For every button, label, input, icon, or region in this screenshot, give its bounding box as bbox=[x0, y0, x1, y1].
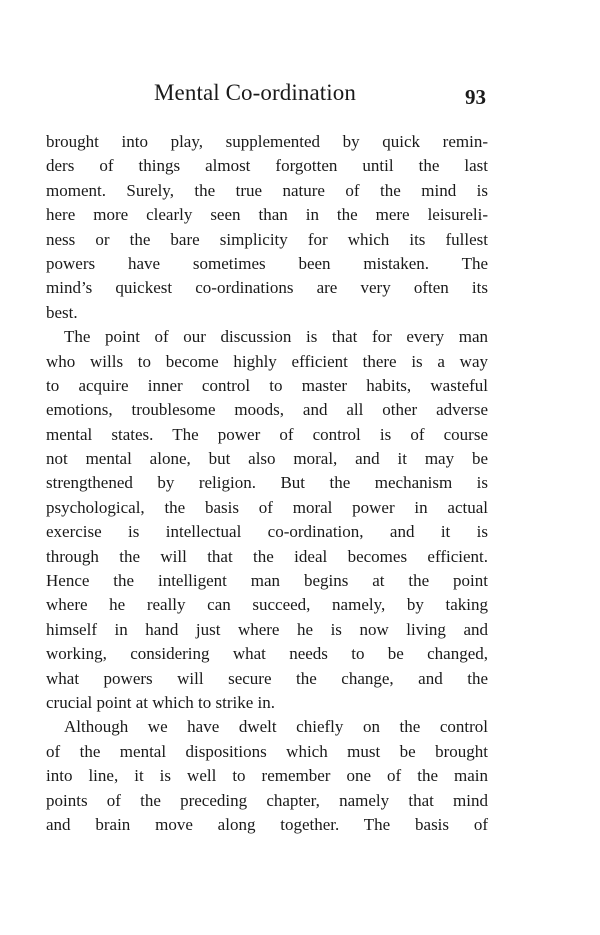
text-line: Hence the intelligent man begins at the point bbox=[46, 571, 488, 591]
text-line: mental states. The power of control is of course bbox=[46, 424, 488, 444]
text-line: crucial point at which to strike in. bbox=[46, 692, 275, 712]
body-text bbox=[46, 130, 488, 837]
text-line: through the will that the ideal becomes efficient. bbox=[46, 546, 488, 566]
paragraph-1 bbox=[46, 130, 488, 325]
paragraph-2 bbox=[46, 325, 488, 715]
text-line: here more clearly seen than in the mere leisureli- bbox=[46, 205, 488, 225]
text-line: who wills to become highly efficient there is a way bbox=[46, 351, 488, 371]
text-line: strengthened by religion. But the mechanism is bbox=[46, 473, 488, 493]
text-line: and brain move along together. The basis of bbox=[46, 814, 488, 834]
paragraph-3 bbox=[46, 715, 488, 837]
text-line: moment. Surely, the true nature of the mind is bbox=[46, 180, 488, 200]
text-line: Although we have dwelt chiefly on the control bbox=[64, 717, 488, 737]
text-line: ness or the bare simplicity for which its fullest bbox=[46, 229, 488, 249]
text-line: of the mental dispositions which must be brought bbox=[46, 741, 488, 761]
text-line: himself in hand just where he is now living and bbox=[46, 619, 488, 639]
text-line: best. bbox=[46, 302, 78, 322]
chapter-title: Mental Co-ordination bbox=[154, 80, 356, 105]
text-line: not mental alone, but also moral, and it may be bbox=[46, 449, 488, 469]
text-line: exercise is intellectual co-ordination, and it is bbox=[46, 522, 488, 542]
text-line: emotions, troublesome moods, and all other adverse bbox=[46, 400, 488, 420]
running-header bbox=[46, 78, 488, 110]
text-line: what powers will secure the change, and the bbox=[46, 668, 488, 688]
text-line: mind’s quickest co-ordinations are very often its bbox=[46, 278, 488, 298]
text-line: where he really can succeed, namely, by taking bbox=[46, 595, 488, 615]
text-line: to acquire inner control to master habits, wasteful bbox=[46, 375, 488, 395]
text-line: working, considering what needs to be changed, bbox=[46, 644, 488, 664]
text-line: points of the preceding chapter, namely that mind bbox=[46, 790, 488, 810]
page-number: 93 bbox=[465, 85, 486, 109]
text-line: ders of things almost forgotten until the last bbox=[46, 156, 488, 176]
text-line: brought into play, supplemented by quick remin- bbox=[46, 132, 488, 151]
text-line: The point of our discussion is that for every man bbox=[64, 327, 488, 347]
text-line: psychological, the basis of moral power in actual bbox=[46, 497, 488, 517]
text-line: powers have sometimes been mistaken. The bbox=[46, 253, 488, 273]
text-line: into line, it is well to remember one of the main bbox=[46, 766, 488, 786]
